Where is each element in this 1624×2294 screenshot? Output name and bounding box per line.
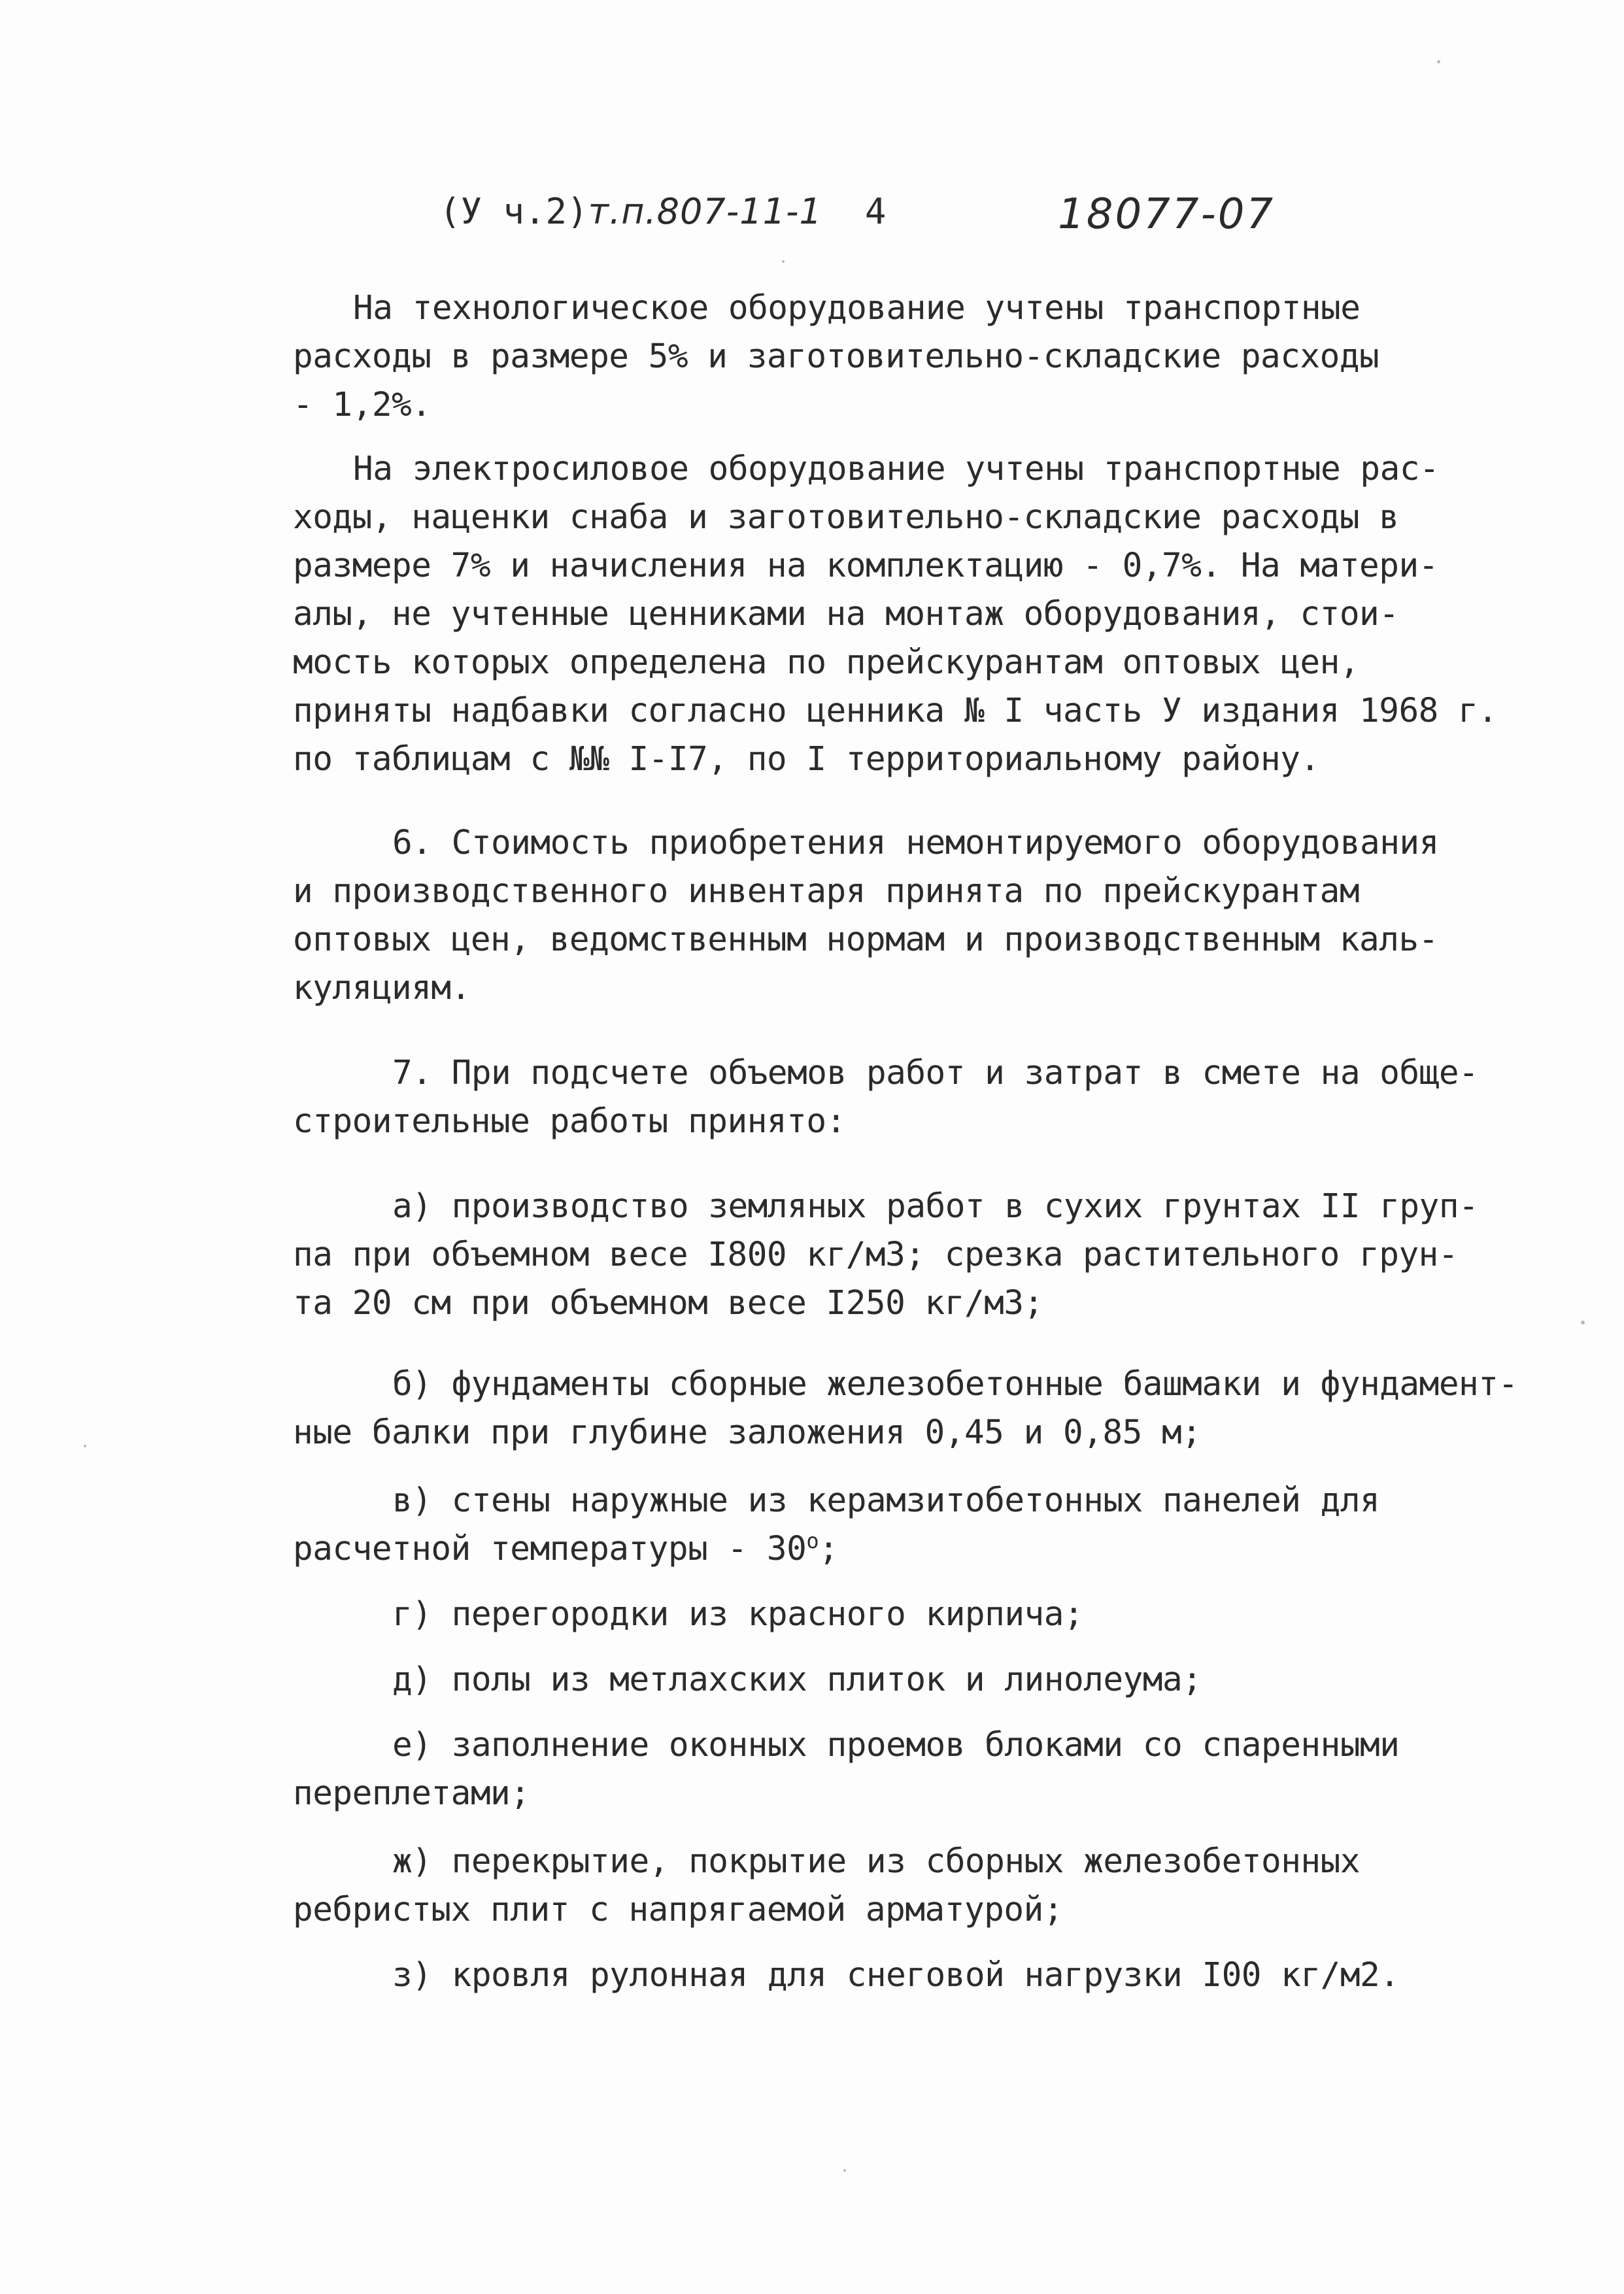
list-item-v-line: в) стены наружные из керамзитобетонных панелей для (392, 1481, 1380, 1520)
list-item-a-line: та 20 см при объемном весе I250 кг/м3; (293, 1284, 1043, 1323)
paragraph-2-line: ходы, наценки снаба и заготовительно-складские расходы в (293, 498, 1399, 537)
list-item-v-text: расчетной температуры - 30 (293, 1530, 807, 1568)
header-code (439, 191, 886, 233)
list-item-v-line (293, 1530, 838, 1569)
list-item-v-punct: ; (819, 1530, 839, 1568)
scan-speck (1581, 1321, 1585, 1324)
scan-speck (1437, 60, 1440, 63)
paragraph-2-line: алы, не учтенные ценниками на монтаж оборудования, стои- (293, 595, 1399, 633)
list-item-a-line: а) производство земляных работ в сухих грунтах II груп- (392, 1187, 1479, 1226)
paragraph-1-line: - 1,2%. (293, 386, 431, 424)
scan-speck (782, 260, 785, 263)
paragraph-1-line: На технологическое оборудование учтены транспортные (353, 289, 1361, 328)
list-item-z-line: з) кровля рулонная для снеговой нагрузки I00 кг/м2. (392, 1956, 1400, 1995)
document-number: 18077-07 (1058, 190, 1276, 239)
paragraph-2-line: мость которых определена по прейскурантам оптовых цен, (293, 643, 1360, 682)
scan-speck (84, 1445, 86, 1447)
paragraph-2-line: На электросиловое оборудование учтены транспортные рас- (353, 450, 1440, 488)
degree-superscript: о (806, 1528, 819, 1553)
paragraph-6-line: куляциям. (293, 969, 471, 1007)
list-item-e-line: переплетами; (293, 1774, 530, 1813)
paragraph-6-line: и производственного инвентаря принята по прейскурантам (293, 872, 1360, 911)
paragraph-1-line: расходы в размере 5% и заготовительно-складские расходы (293, 337, 1379, 376)
paragraph-7-line: строительные работы принято: (293, 1102, 846, 1141)
page-number: 4 (864, 191, 887, 232)
paragraph-7-line: 7. При подсчете объемов работ и затрат в смете на обще- (392, 1054, 1479, 1092)
paragraph-6-line: оптовых цен, ведомственным нормам и производственным каль- (293, 920, 1438, 959)
list-item-zh-line: ребристых плит с напрягаемой арматурой; (293, 1891, 1063, 1929)
paragraph-2-line: приняты надбавки согласно ценника № I часть У издания 1968 г. (293, 692, 1498, 730)
list-item-zh-line: ж) перекрытие, покрытие из сборных железобетонных (392, 1842, 1361, 1881)
scan-speck (843, 2169, 846, 2172)
list-item-g-line: г) перегородки из красного кирпича; (392, 1595, 1084, 1634)
paragraph-2-line: по таблицам с №№ I-I7, по I территориальному району. (293, 740, 1320, 779)
list-item-e-line: е) заполнение оконных проемов блоками со спаренными (392, 1726, 1400, 1764)
header-code-typed: (У ч.2) (439, 191, 588, 232)
header-code-handwritten: т.п.807-11-1 (588, 191, 822, 232)
list-item-d-line: д) полы из метлахских плиток и линолеума; (392, 1661, 1202, 1699)
list-item-b-line: ные балки при глубине заложения 0,45 и 0,85 м; (293, 1413, 1202, 1452)
paragraph-2-line: размере 7% и начисления на комплектацию - 0,7%. На матери- (293, 547, 1438, 585)
paragraph-6-line: 6. Стоимость приобретения немонтируемого оборудования (392, 824, 1439, 862)
list-item-a-line: па при объемном весе I800 кг/м3; срезка растительного грун- (293, 1236, 1459, 1274)
list-item-b-line: б) фундаменты сборные железобетонные башмаки и фундамент- (392, 1365, 1518, 1404)
